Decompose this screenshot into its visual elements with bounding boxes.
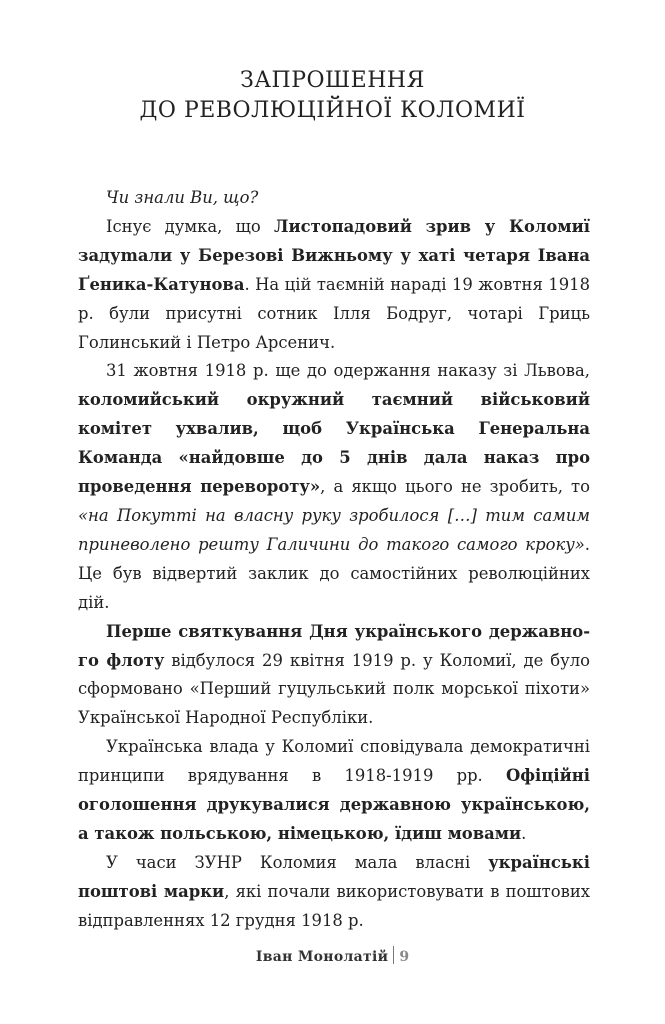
paragraph: [78, 618, 590, 734]
bold-text-run: українські поштові марки: [78, 852, 590, 901]
text-run: .: [521, 823, 527, 843]
bold-text-run: Перше святкування Дня українського державного флоту: [78, 621, 590, 670]
body-text: [78, 184, 590, 936]
text-run: Існує думка, що: [106, 216, 274, 236]
italic-text-run: Чи знали Ви, що?: [106, 188, 259, 207]
text-run: Українська влада у Коломиї сповідувала демократичні принципи врядування в 1918-1919 рр.: [78, 737, 590, 786]
text-run: відбулося 29 квітня 1919 р. у Коломиї, де було сформовано «Перший гуцульський полк морської піхоти» Української Народної Республіки.: [78, 650, 590, 728]
bold-text-run: Офіційні оголошення друкувалися державною українською, а також польською, німецькою, їдиш мовами: [78, 766, 590, 843]
text-run: . Це був відвертий заклик до самостійних революційних дій.: [78, 534, 590, 612]
footer-divider: [393, 946, 394, 964]
footer-author: Іван Монолатій: [255, 949, 389, 965]
italic-text-run: «на Покутті на власну руку зробилося […] тим самим приневолено решту Галичини до такого самого кроку»: [78, 505, 590, 554]
text-run: 31 жовтня 1918 р. ще до одержання наказу зі Львова,: [106, 361, 590, 381]
text-run: , які почали використовувати в поштових відправленнях 12 грудня 1918 р.: [78, 881, 590, 930]
running-footer: [0, 946, 665, 967]
bold-text-run: коломийський окружний таємний військовий комітет ухвалив, щоб Українська Генеральна Команда «найдовше до 5 днів дала наказ про проведення перевороту»: [78, 390, 590, 497]
chapter-title: [0, 66, 665, 126]
text-run: . На цій таємній нараді 19 жовтня 1918 р. були присутні сотник Ілля Бодруг, чотарі Гриць Голинський і Петро Арсенич.: [78, 274, 590, 352]
paragraph: [78, 213, 590, 358]
paragraph: [78, 357, 590, 617]
paragraph: [78, 184, 590, 213]
text-run: , а якщо цього не зробить, то: [320, 477, 590, 497]
text-run: У часи ЗУНР Коломия мала власні: [106, 852, 489, 872]
chapter-title-line-1: ЗАПРОШЕННЯ: [240, 68, 425, 93]
page-number: 9: [399, 949, 410, 965]
paragraph: [78, 733, 590, 849]
bold-text-run: Листопадовий зрив у Коломиї задуmали у Березові Вижньому у хаті четаря Івана Ґеника-Катунова: [78, 216, 590, 294]
paragraph: [78, 849, 590, 936]
chapter-title-line-2: ДО РЕВОЛЮЦІЙНОЇ КОЛОМИЇ: [139, 98, 526, 123]
